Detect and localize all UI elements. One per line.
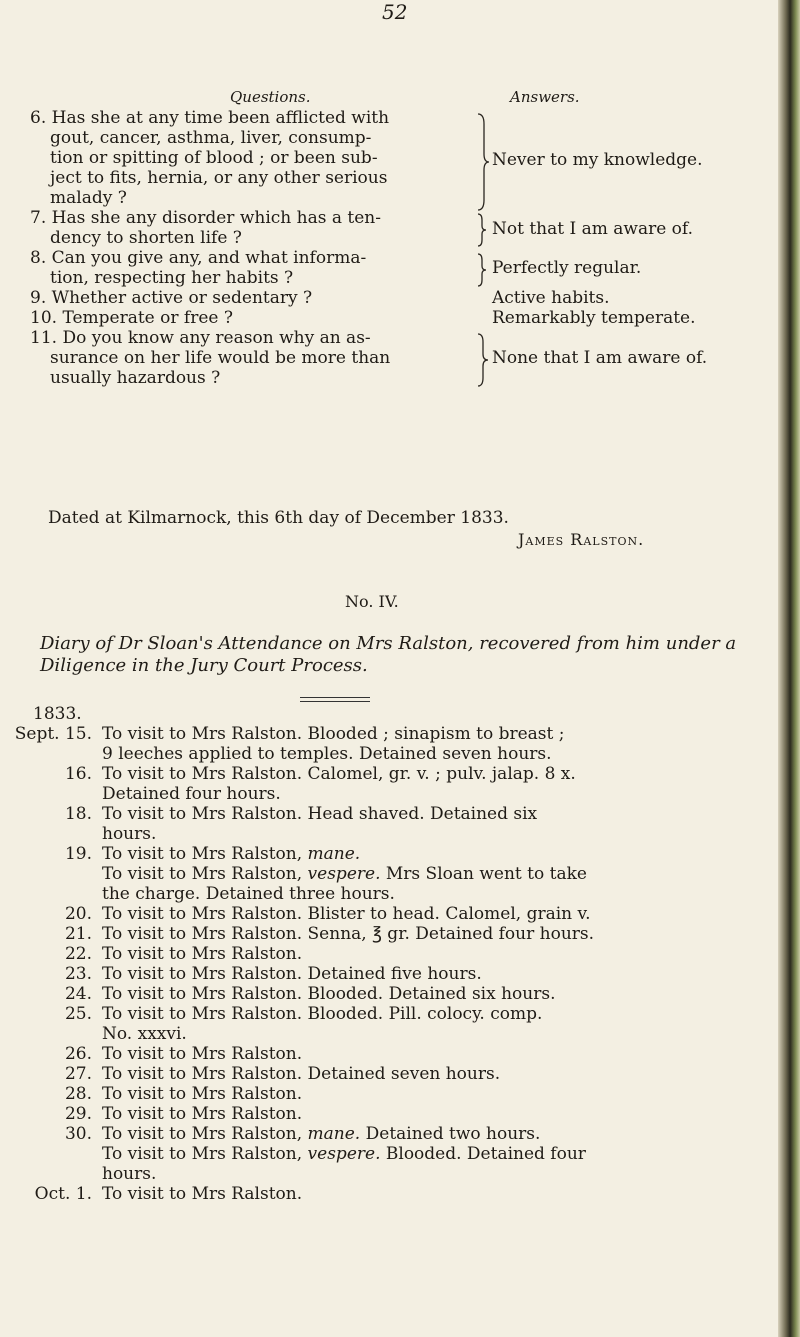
entry-date: 30.: [64, 1124, 92, 1144]
entry-date: 22.: [64, 944, 92, 964]
entry-text: [102, 1004, 792, 1044]
page-number: 52: [382, 0, 408, 24]
entry-text: [102, 804, 792, 844]
signature-name: James Ralston.: [518, 530, 645, 549]
section-number: No. IV.: [345, 592, 399, 611]
brace-icon: [476, 252, 488, 288]
entry-line: To visit to Mrs Ralston, vespere. Mrs Sloan went to take: [102, 864, 587, 884]
entry-text: [102, 1084, 792, 1104]
entry-text: [102, 724, 792, 764]
brace-icon: [476, 112, 490, 212]
question-8: 8. Can you give any, and what informa- tion, respecting her habits ?: [30, 248, 367, 288]
entry-text: [102, 1104, 792, 1124]
entry-date: Oct. 1.: [34, 1184, 92, 1204]
question-11: 11. Do you know any reason why an as- surance on her life would be more than usually hazardous ?: [30, 328, 391, 388]
entry-line: To visit to Mrs Ralston. Blister to head. Calomel, grain v.: [102, 904, 591, 924]
entry-text: [102, 1044, 792, 1064]
entry-date: Sept. 15.: [14, 724, 92, 744]
answer-8: Perfectly regular.: [492, 258, 642, 278]
entry-date: 20.: [64, 904, 92, 924]
entry-line: To visit to Mrs Ralston, mane. Detained two hours.: [102, 1124, 541, 1144]
entry-line: To visit to Mrs Ralston, vespere. Blooded. Detained four: [102, 1144, 586, 1164]
diary-year: 1833.: [33, 704, 82, 724]
entry-date: 29.: [64, 1104, 92, 1124]
answer-10: Remarkably temperate.: [492, 308, 696, 328]
entry-line: To visit to Mrs Ralston. Detained seven hours.: [102, 1064, 501, 1084]
entry-text: [102, 844, 792, 904]
entry-date: 28.: [64, 1084, 92, 1104]
entry-text: [102, 1064, 792, 1084]
diary-title: Diary of Dr Sloan's Attendance on Mrs Ralston, recovered from him under a Diligence in the Jury Court Process.: [40, 633, 737, 676]
question-6: 6. Has she at any time been afflicted with gout, cancer, asthma, liver, consump- tion or spitting of blood ; or been sub- ject to fits, hernia, or any other serious malady ?: [30, 108, 390, 208]
entry-date: 26.: [64, 1044, 92, 1064]
entry-line: 9 leeches applied to temples. Detained seven hours.: [102, 744, 552, 764]
entry-text: [102, 944, 792, 964]
entry-date: 25.: [64, 1004, 92, 1024]
entry-line: To visit to Mrs Ralston.: [102, 1104, 303, 1124]
double-rule: [300, 697, 370, 702]
question-10: 10. Temperate or free ?: [30, 308, 233, 328]
answers-header: Answers.: [510, 88, 580, 106]
entry-date: 16.: [64, 764, 92, 784]
entry-text: [102, 904, 792, 924]
entry-text: [102, 1184, 792, 1204]
entry-line: To visit to Mrs Ralston.: [102, 1084, 303, 1104]
answer-11: None that I am aware of.: [492, 348, 708, 368]
entry-text: [102, 1124, 792, 1184]
entry-line: hours.: [102, 824, 157, 844]
entry-text: [102, 924, 792, 944]
question-9: 9. Whether active or sedentary ?: [30, 288, 313, 308]
entry-line: No. xxxvi.: [102, 1024, 187, 1044]
entry-date: 24.: [64, 984, 92, 1004]
entry-line: To visit to Mrs Ralston.: [102, 1044, 303, 1064]
entry-line: Detained four hours.: [102, 784, 281, 804]
entry-text: [102, 764, 792, 804]
entry-date: 19.: [64, 844, 92, 864]
entry-line: To visit to Mrs Ralston. Blooded ; sinapism to breast ;: [102, 724, 565, 744]
brace-icon: [476, 332, 490, 388]
entry-date: 23.: [64, 964, 92, 984]
entry-line: To visit to Mrs Ralston. Senna, ℥ gr. Detained four hours.: [102, 924, 595, 944]
entry-line: To visit to Mrs Ralston.: [102, 944, 303, 964]
entry-line: To visit to Mrs Ralston. Head shaved. Detained six: [102, 804, 538, 824]
answer-9: Active habits.: [492, 288, 610, 308]
brace-icon: [476, 212, 488, 248]
entry-line: To visit to Mrs Ralston.: [102, 1184, 303, 1204]
entry-line: To visit to Mrs Ralston. Calomel, gr. v. ; pulv. jalap. 8 x.: [102, 764, 576, 784]
answer-6: Never to my knowledge.: [492, 150, 703, 170]
entry-line: To visit to Mrs Ralston, mane.: [102, 844, 361, 864]
entry-line: To visit to Mrs Ralston. Blooded. Pill. colocy. comp.: [102, 1004, 543, 1024]
page-edge: [778, 0, 800, 1337]
entry-text: [102, 984, 792, 1004]
entry-date: 18.: [64, 804, 92, 824]
entry-date: 27.: [64, 1064, 92, 1084]
entry-line: To visit to Mrs Ralston. Detained five hours.: [102, 964, 482, 984]
dated-line: Dated at Kilmarnock, this 6th day of December 1833.: [48, 508, 509, 528]
answer-7: Not that I am aware of.: [492, 219, 694, 239]
entry-line: To visit to Mrs Ralston. Blooded. Detained six hours.: [102, 984, 556, 1004]
entry-text: [102, 964, 792, 984]
question-7: 7. Has she any disorder which has a ten- dency to shorten life ?: [30, 208, 381, 248]
entry-line: hours.: [102, 1164, 157, 1184]
questions-header: Questions.: [230, 88, 311, 106]
entry-date: 21.: [64, 924, 92, 944]
entry-line: the charge. Detained three hours.: [102, 884, 395, 904]
